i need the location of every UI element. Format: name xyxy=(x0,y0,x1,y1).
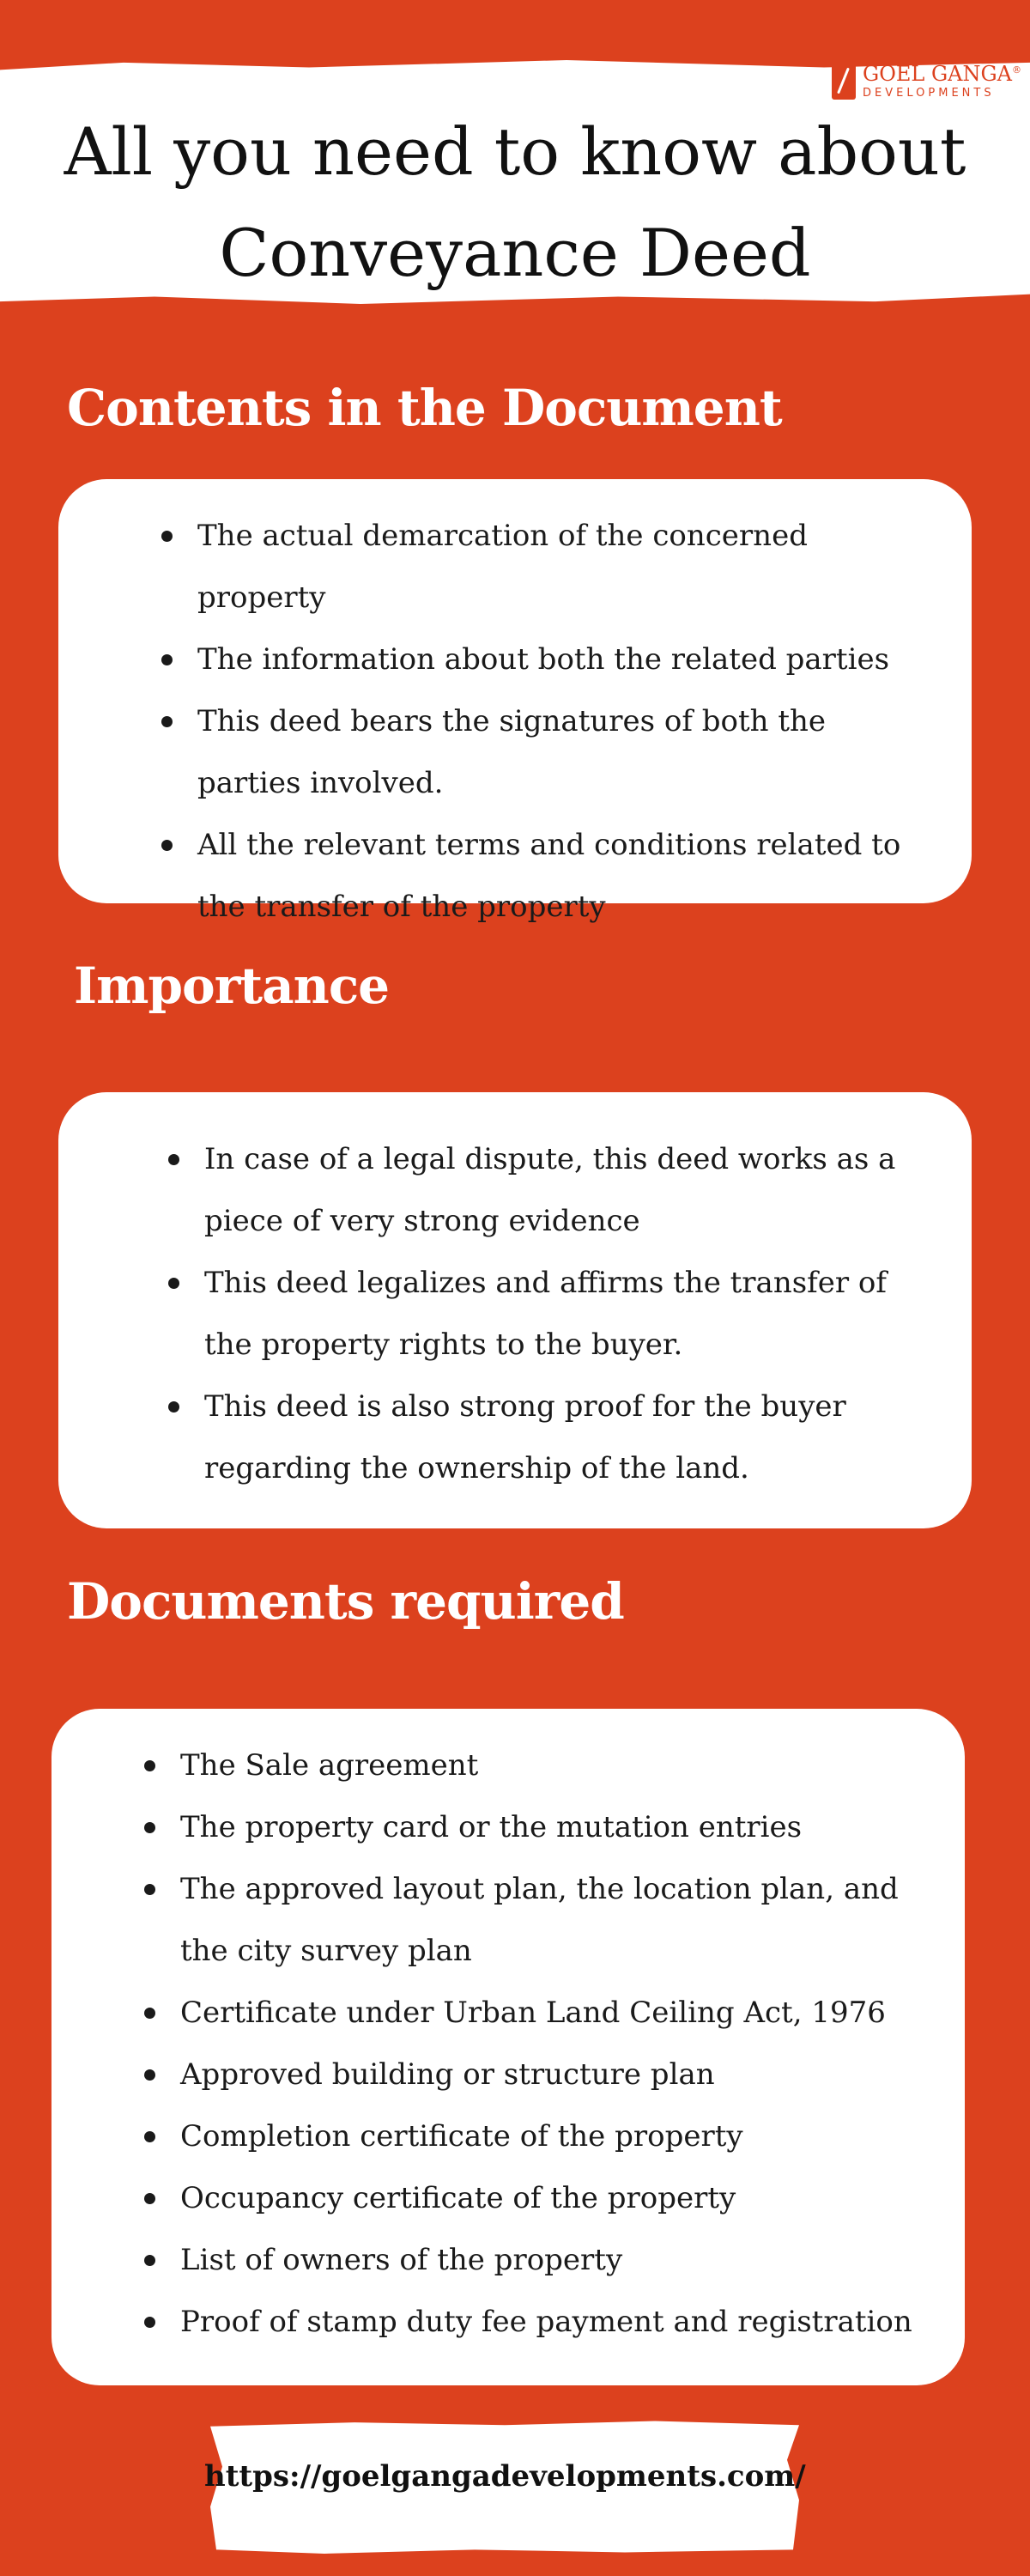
list-item: The approved layout plan, the location plan, and the city survey plan xyxy=(144,1858,930,1982)
brand-subtitle: DEVELOPMENTS xyxy=(863,86,995,100)
list-item: This deed legalizes and affirms the transfer of the property rights to the buyer. xyxy=(168,1252,937,1376)
section-heading-documents: Documents required xyxy=(67,1572,624,1631)
importance-card xyxy=(58,1092,972,1528)
list-item: The property card or the mutation entries xyxy=(144,1796,930,1858)
list-item: The actual demarcation of the concerned property xyxy=(161,505,937,629)
list-item: In case of a legal dispute, this deed works as a piece of very strong evidence xyxy=(168,1128,937,1252)
section-heading-importance: Importance xyxy=(74,957,390,1015)
list-item: This deed is also strong proof for the buyer regarding the ownership of the land. xyxy=(168,1376,937,1499)
list-item: Certificate under Urban Land Ceiling Act, 1976 xyxy=(144,1982,930,2044)
list-item: The Sale agreement xyxy=(144,1735,930,1796)
brand-mark-icon xyxy=(832,62,856,100)
brand-logo xyxy=(832,62,1021,100)
documents-card xyxy=(52,1709,965,2385)
list-item: Proof of stamp duty fee payment and registration xyxy=(144,2291,930,2353)
list-item: Completion certificate of the property xyxy=(144,2105,930,2167)
documents-list xyxy=(144,1735,930,2353)
list-item: All the relevant terms and conditions related to the transfer of the property xyxy=(161,814,937,938)
list-item: Approved building or structure plan xyxy=(144,2044,930,2105)
contents-card xyxy=(58,479,972,924)
brand-text xyxy=(863,61,1021,100)
list-item: The information about both the related parties xyxy=(161,629,937,690)
page-title-line-1: All you need to know about xyxy=(64,113,966,190)
list-item: Occupancy certificate of the property xyxy=(144,2167,930,2229)
brand-name: GOEL GANGA® xyxy=(863,61,1021,86)
section-heading-contents: Contents in the Document xyxy=(67,379,782,437)
list-item: List of owners of the property xyxy=(144,2229,930,2291)
contents-list xyxy=(161,505,937,938)
page-title-line-2: Conveyance Deed xyxy=(219,215,811,291)
website-link[interactable]: https://goelgangadevelopments.com/ xyxy=(204,2459,806,2494)
brand-registered-mark: ® xyxy=(1012,64,1021,76)
importance-list xyxy=(168,1128,937,1499)
page-title xyxy=(0,101,1030,304)
list-item: This deed bears the signatures of both the parties involved. xyxy=(161,690,937,814)
